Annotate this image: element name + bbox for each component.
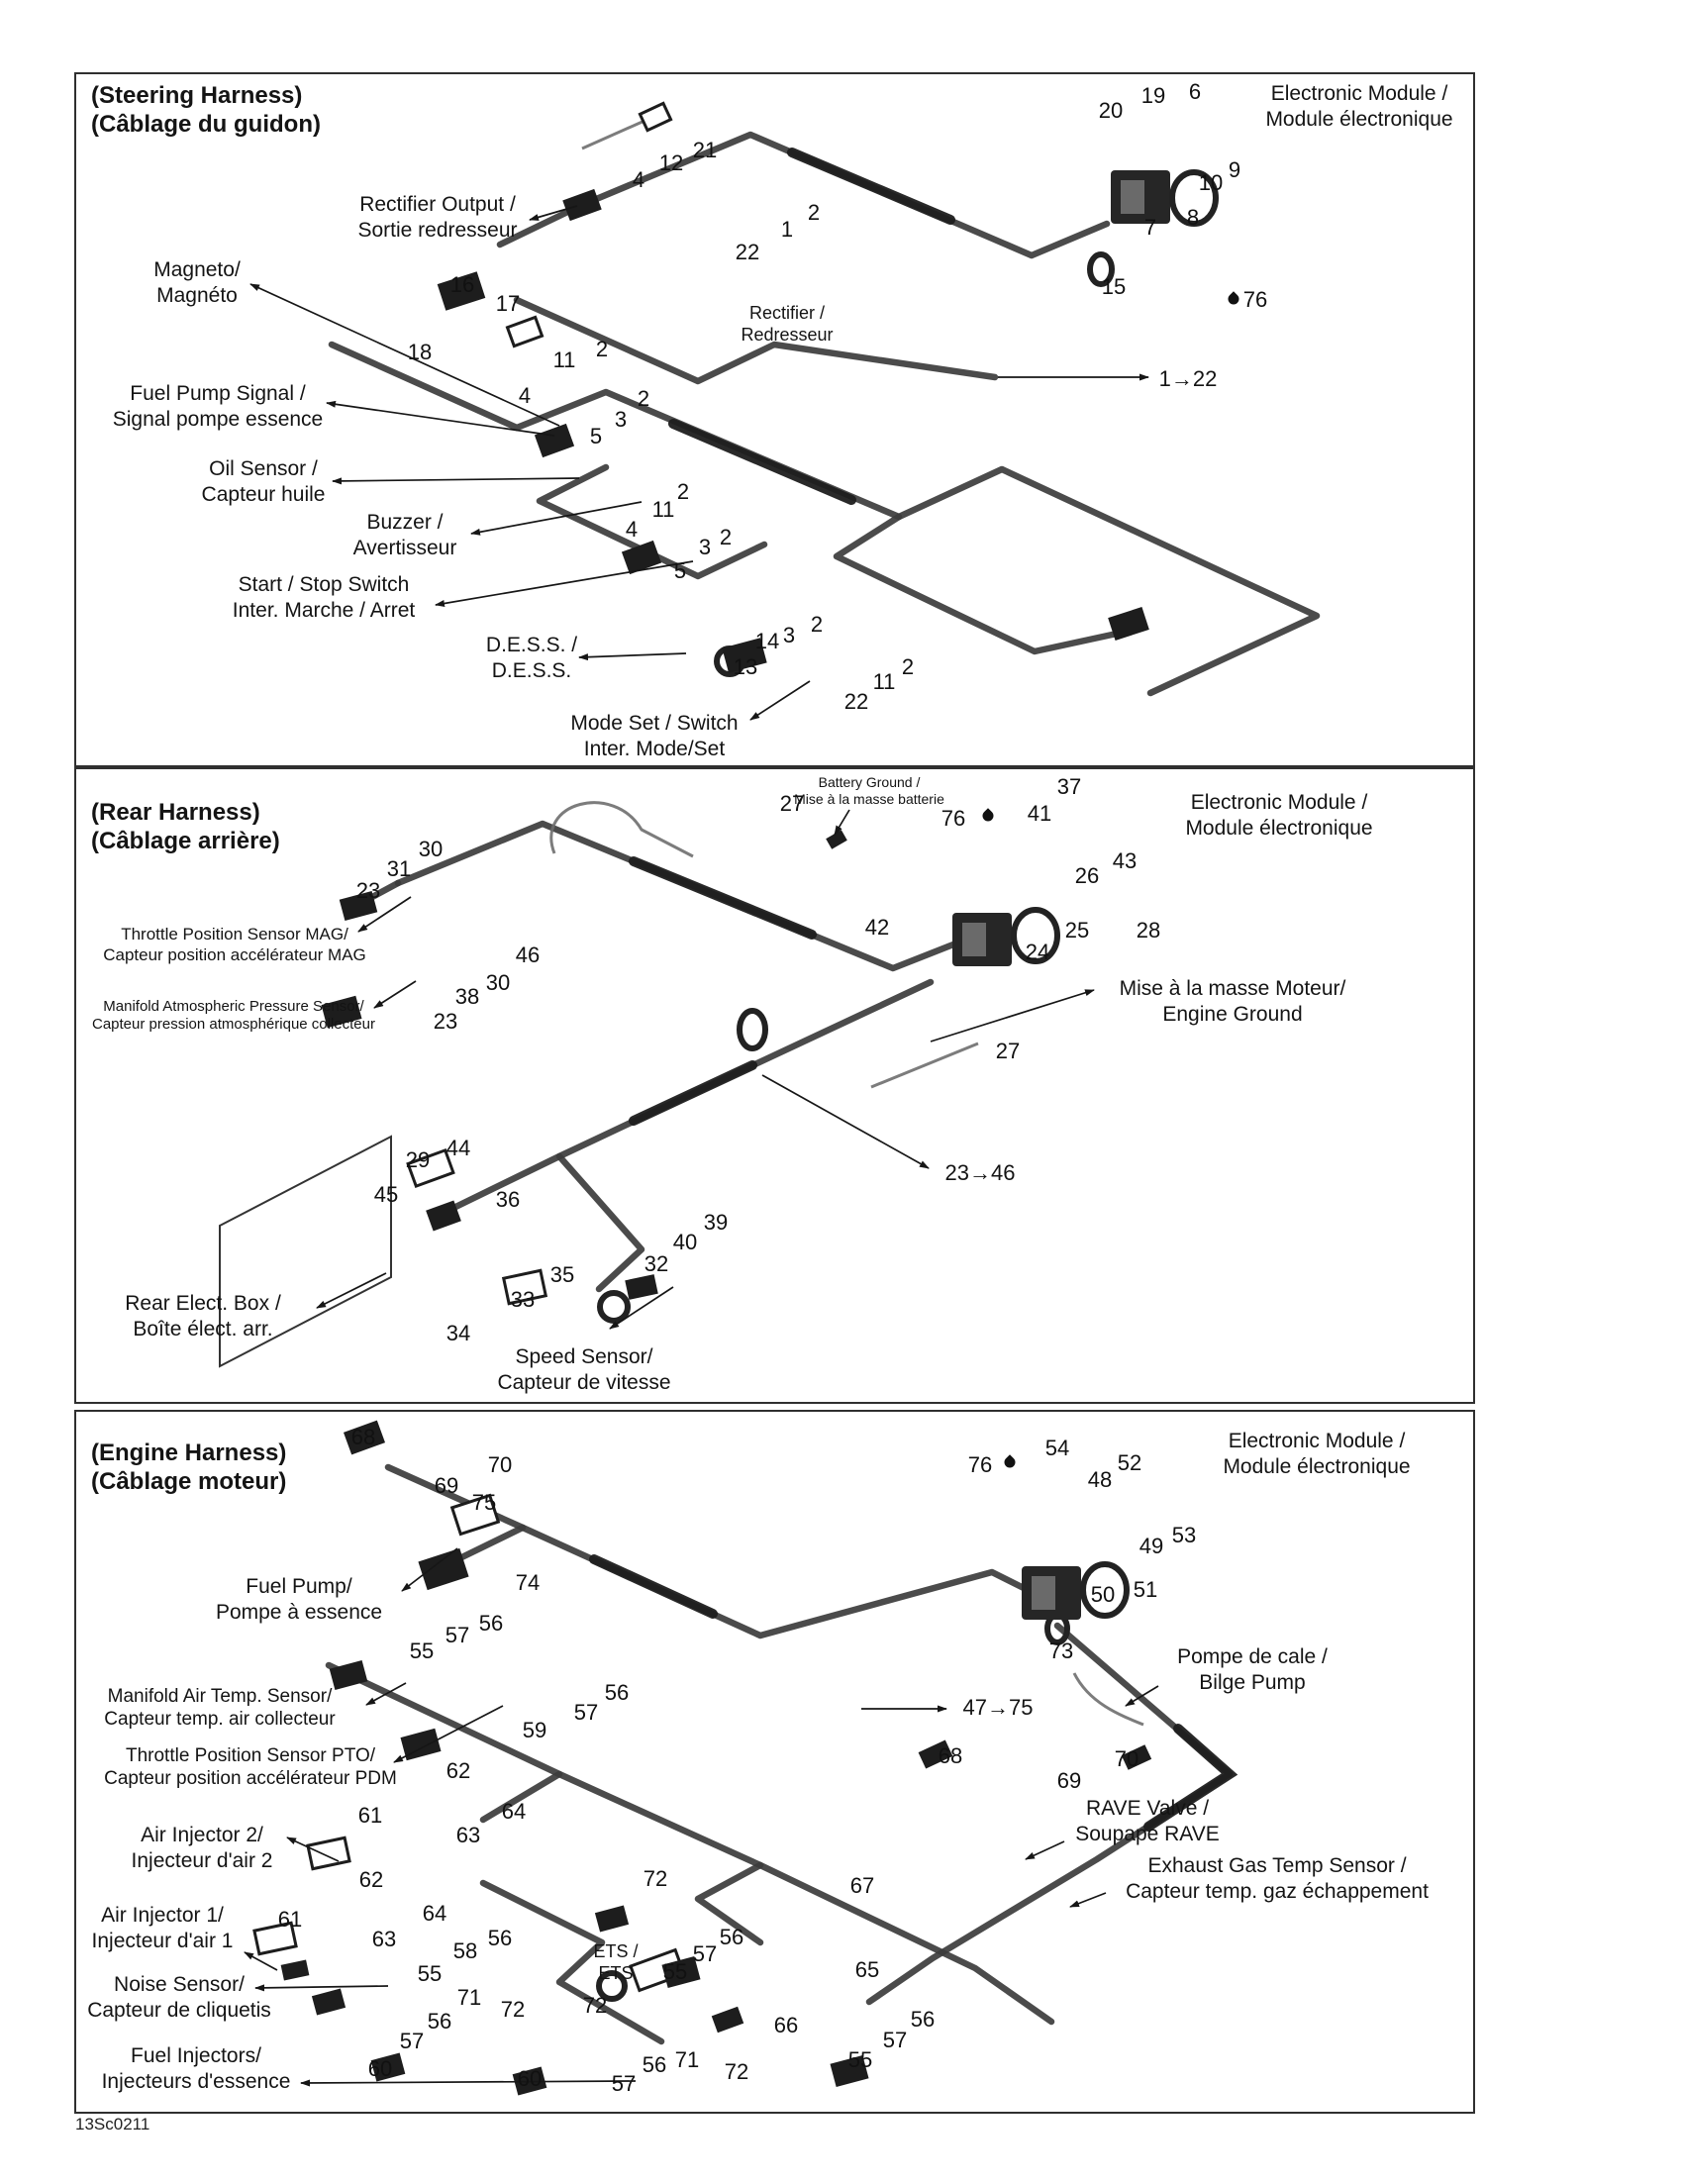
callout-number-64: 64 [422, 1901, 447, 1926]
callout-number-3: 3 [614, 407, 628, 432]
callout-number-71: 71 [456, 1985, 482, 2010]
callout-number-9: 9 [1228, 157, 1241, 182]
callout-number-2: 2 [637, 386, 650, 411]
callout-number-41: 41 [1027, 801, 1052, 826]
label-fuel-pump: Fuel Pump/ Pompe à essence [215, 1575, 383, 1624]
callout-number-57: 57 [399, 2029, 425, 2053]
callout-number-12: 12 [658, 150, 684, 175]
callout-number-14: 14 [754, 629, 780, 653]
callout-number-75: 75 [471, 1490, 497, 1515]
label-throttle-position-pto: Throttle Position Sensor PTO/ Capteur position accélérateur PDM [104, 1745, 397, 1790]
callout-number-70: 70 [1114, 1746, 1139, 1771]
callout-number-63: 63 [455, 1823, 481, 1847]
callout-number-55: 55 [417, 1961, 443, 1986]
label-range-47-75: 47→75 [962, 1695, 1034, 1720]
label-speed-sensor: Speed Sensor/ Capteur de vitesse [497, 1345, 671, 1394]
callout-number-27: 27 [779, 791, 805, 816]
callout-number-72: 72 [582, 1993, 608, 2018]
callout-number-53: 53 [1171, 1523, 1197, 1547]
callout-number-57: 57 [692, 1941, 718, 1966]
callout-number-56: 56 [427, 2009, 452, 2034]
callout-number-5: 5 [589, 424, 603, 448]
label-manifold-atmospheric: Manifold Atmospheric Pressure Sensor/ Capteur pression atmosphérique collecteur [92, 998, 375, 1034]
callout-number-74: 74 [515, 1570, 541, 1595]
callout-number-2: 2 [676, 479, 690, 504]
label-battery-ground: Battery Ground / Mise à la masse batterie [794, 774, 944, 808]
callout-number-64: 64 [501, 1799, 527, 1824]
callout-number-55: 55 [847, 2047, 873, 2072]
callout-number-24: 24 [1025, 940, 1050, 964]
callout-number-30: 30 [485, 970, 511, 995]
callout-number-4: 4 [625, 517, 639, 542]
label-noise-sensor: Noise Sensor/ Capteur de cliquetis [87, 1973, 271, 2022]
callout-number-62: 62 [358, 1867, 384, 1892]
callout-number-44: 44 [446, 1136, 471, 1160]
callout-number-57: 57 [445, 1623, 470, 1647]
label-rear-elect-box: Rear Elect. Box / Boîte élect. arr. [125, 1292, 281, 1340]
callout-number-62: 62 [446, 1758, 471, 1783]
callout-number-40: 40 [672, 1230, 698, 1254]
callout-number-34: 34 [446, 1321, 471, 1345]
callout-number-11: 11 [872, 669, 896, 694]
label-manifold-air-temp: Manifold Air Temp. Sensor/ Capteur temp. air collecteur [104, 1686, 336, 1731]
callout-number-61: 61 [277, 1907, 303, 1932]
callout-number-10: 10 [1198, 170, 1224, 195]
label-bilge-pump: Pompe de cale / Bilge Pump [1177, 1645, 1328, 1694]
label-mode-set: Mode Set / Switch Inter. Mode/Set [570, 712, 739, 760]
callout-number-23: 23 [355, 878, 381, 903]
label-rave-valve: RAVE Valve / Soupape RAVE [1075, 1797, 1220, 1845]
label-electronic-module-2: Electronic Module / Module électronique [1185, 791, 1373, 840]
figure-code: 13Sc0211 [75, 2115, 150, 2134]
label-ets: ETS / ETS [593, 1941, 639, 1983]
callout-number-56: 56 [487, 1926, 513, 1950]
callout-number-33: 33 [510, 1287, 536, 1312]
callout-number-2: 2 [807, 200, 821, 225]
callout-number-66: 66 [773, 2013, 799, 2037]
callout-number-2: 2 [719, 525, 733, 549]
label-rectifier: Rectifier / Redresseur [741, 303, 834, 345]
callout-number-49: 49 [1138, 1534, 1164, 1558]
callout-number-2: 2 [901, 654, 915, 679]
callout-number-2: 2 [595, 337, 609, 361]
callout-number-8: 8 [1186, 205, 1200, 230]
callout-number-69: 69 [1056, 1768, 1082, 1793]
callout-number-22: 22 [843, 689, 869, 714]
callout-number-32: 32 [644, 1251, 669, 1276]
callout-number-68: 68 [938, 1743, 963, 1768]
callout-number-45: 45 [373, 1182, 399, 1207]
callout-number-30: 30 [418, 837, 444, 861]
label-fuel-pump-signal: Fuel Pump Signal / Signal pompe essence [112, 382, 324, 431]
label-fuel-injectors: Fuel Injectors/ Injecteurs d'essence [101, 2044, 291, 2093]
callout-number-52: 52 [1117, 1450, 1142, 1475]
callout-number-25: 25 [1064, 918, 1090, 943]
callout-number-59: 59 [522, 1718, 547, 1742]
callout-number-57: 57 [611, 2071, 637, 2096]
label-oil-sensor: Oil Sensor / Capteur huile [201, 457, 326, 506]
callout-number-72: 72 [500, 1997, 526, 2022]
callout-number-69: 69 [434, 1473, 459, 1498]
callout-number-16: 16 [449, 272, 475, 297]
callout-number-22: 22 [735, 240, 760, 264]
callout-number-5: 5 [673, 558, 687, 583]
callout-number-36: 36 [495, 1187, 521, 1212]
callout-number-37: 37 [1056, 774, 1082, 799]
callout-number-54: 54 [1044, 1436, 1070, 1460]
callout-number-73: 73 [1048, 1638, 1074, 1663]
callout-number-31: 31 [386, 856, 412, 881]
callout-number-61: 61 [357, 1803, 383, 1828]
callout-number-4: 4 [632, 167, 645, 192]
callout-number-56: 56 [910, 2007, 936, 2032]
callout-number-76: 76 [967, 1452, 993, 1477]
callout-number-4: 4 [518, 383, 532, 408]
callout-number-76: 76 [940, 806, 966, 831]
label-engine-title: (Engine Harness) (Câblage moteur) [91, 1439, 287, 1496]
label-air-injector-2: Air Injector 2/ Injecteur d'air 2 [131, 1824, 273, 1872]
callout-number-13: 13 [733, 654, 758, 679]
callout-number-3: 3 [698, 535, 712, 559]
callout-number-21: 21 [692, 138, 718, 162]
callout-number-18: 18 [407, 340, 433, 364]
callout-number-6: 6 [1188, 79, 1202, 104]
callout-number-60: 60 [517, 2066, 543, 2091]
callout-number-76: 76 [1242, 287, 1268, 312]
callout-number-51: 51 [1133, 1577, 1158, 1602]
callout-number-55: 55 [409, 1638, 435, 1663]
callout-number-17: 17 [495, 291, 521, 316]
callout-number-56: 56 [719, 1925, 744, 1949]
label-rear-title: (Rear Harness) (Câblage arrière) [91, 799, 280, 855]
callout-number-55: 55 [662, 1959, 688, 1984]
callout-number-42: 42 [864, 915, 890, 940]
callout-number-7: 7 [1143, 215, 1157, 240]
label-rectifier-output: Rectifier Output / Sortie redresseur [357, 193, 518, 242]
callout-number-29: 29 [405, 1147, 431, 1172]
label-throttle-position-mag: Throttle Position Sensor MAG/ Capteur position accélérateur MAG [103, 925, 366, 964]
callout-number-72: 72 [724, 2059, 749, 2084]
callout-number-43: 43 [1112, 848, 1138, 873]
callout-number-72: 72 [643, 1866, 668, 1891]
label-magneto: Magneto/ Magnéto [153, 258, 241, 307]
callout-number-3: 3 [782, 623, 796, 647]
callout-number-11: 11 [552, 347, 576, 372]
callout-number-57: 57 [573, 1700, 599, 1725]
callout-number-2: 2 [810, 612, 824, 637]
label-electronic-module-1: Electronic Module / Module électronique [1265, 82, 1453, 131]
callout-number-56: 56 [642, 2052, 667, 2077]
callout-number-27: 27 [995, 1039, 1021, 1063]
label-exhaust-gas-temp: Exhaust Gas Temp Sensor / Capteur temp. gaz échappement [1126, 1854, 1429, 1903]
callout-number-20: 20 [1098, 98, 1124, 123]
label-air-injector-1: Air Injector 1/ Injecteur d'air 1 [91, 1904, 234, 1952]
callout-number-1: 1 [780, 217, 794, 242]
callout-number-65: 65 [854, 1957, 880, 1982]
callout-number-19: 19 [1140, 83, 1166, 108]
callout-number-38: 38 [454, 984, 480, 1009]
callout-number-70: 70 [487, 1452, 513, 1477]
callout-number-56: 56 [478, 1611, 504, 1636]
callout-number-28: 28 [1136, 918, 1161, 943]
callout-number-68: 68 [350, 1425, 376, 1449]
callout-number-67: 67 [849, 1873, 875, 1898]
label-buzzer: Buzzer / Avertisseur [352, 511, 457, 559]
callout-number-23: 23 [433, 1009, 458, 1034]
callout-number-58: 58 [452, 1938, 478, 1963]
label-electronic-module-3: Electronic Module / Module électronique [1223, 1430, 1411, 1478]
callout-number-46: 46 [515, 943, 541, 967]
callout-number-11: 11 [651, 497, 675, 522]
label-start-stop-switch: Start / Stop Switch Inter. Marche / Arret [232, 573, 416, 622]
label-engine-ground: Mise à la masse Moteur/ Engine Ground [1119, 977, 1346, 1026]
callout-number-63: 63 [371, 1927, 397, 1951]
label-steering-title: (Steering Harness) (Câblage du guidon) [91, 82, 321, 139]
callout-number-50: 50 [1090, 1582, 1116, 1607]
label-range-23-46: 23→46 [944, 1160, 1016, 1185]
callout-number-48: 48 [1087, 1467, 1113, 1492]
callout-number-56: 56 [604, 1680, 630, 1705]
callout-number-15: 15 [1101, 274, 1127, 299]
callout-number-26: 26 [1074, 863, 1100, 888]
label-dess: D.E.S.S. / D.E.S.S. [485, 634, 578, 682]
label-range-1-22: 1→22 [1158, 366, 1218, 391]
callout-number-39: 39 [703, 1210, 729, 1235]
section-box-rear-harness [74, 767, 1475, 1404]
callout-number-57: 57 [882, 2028, 908, 2052]
callout-number-71: 71 [674, 2047, 700, 2072]
callout-number-60: 60 [367, 2056, 393, 2081]
callout-number-35: 35 [549, 1262, 575, 1287]
